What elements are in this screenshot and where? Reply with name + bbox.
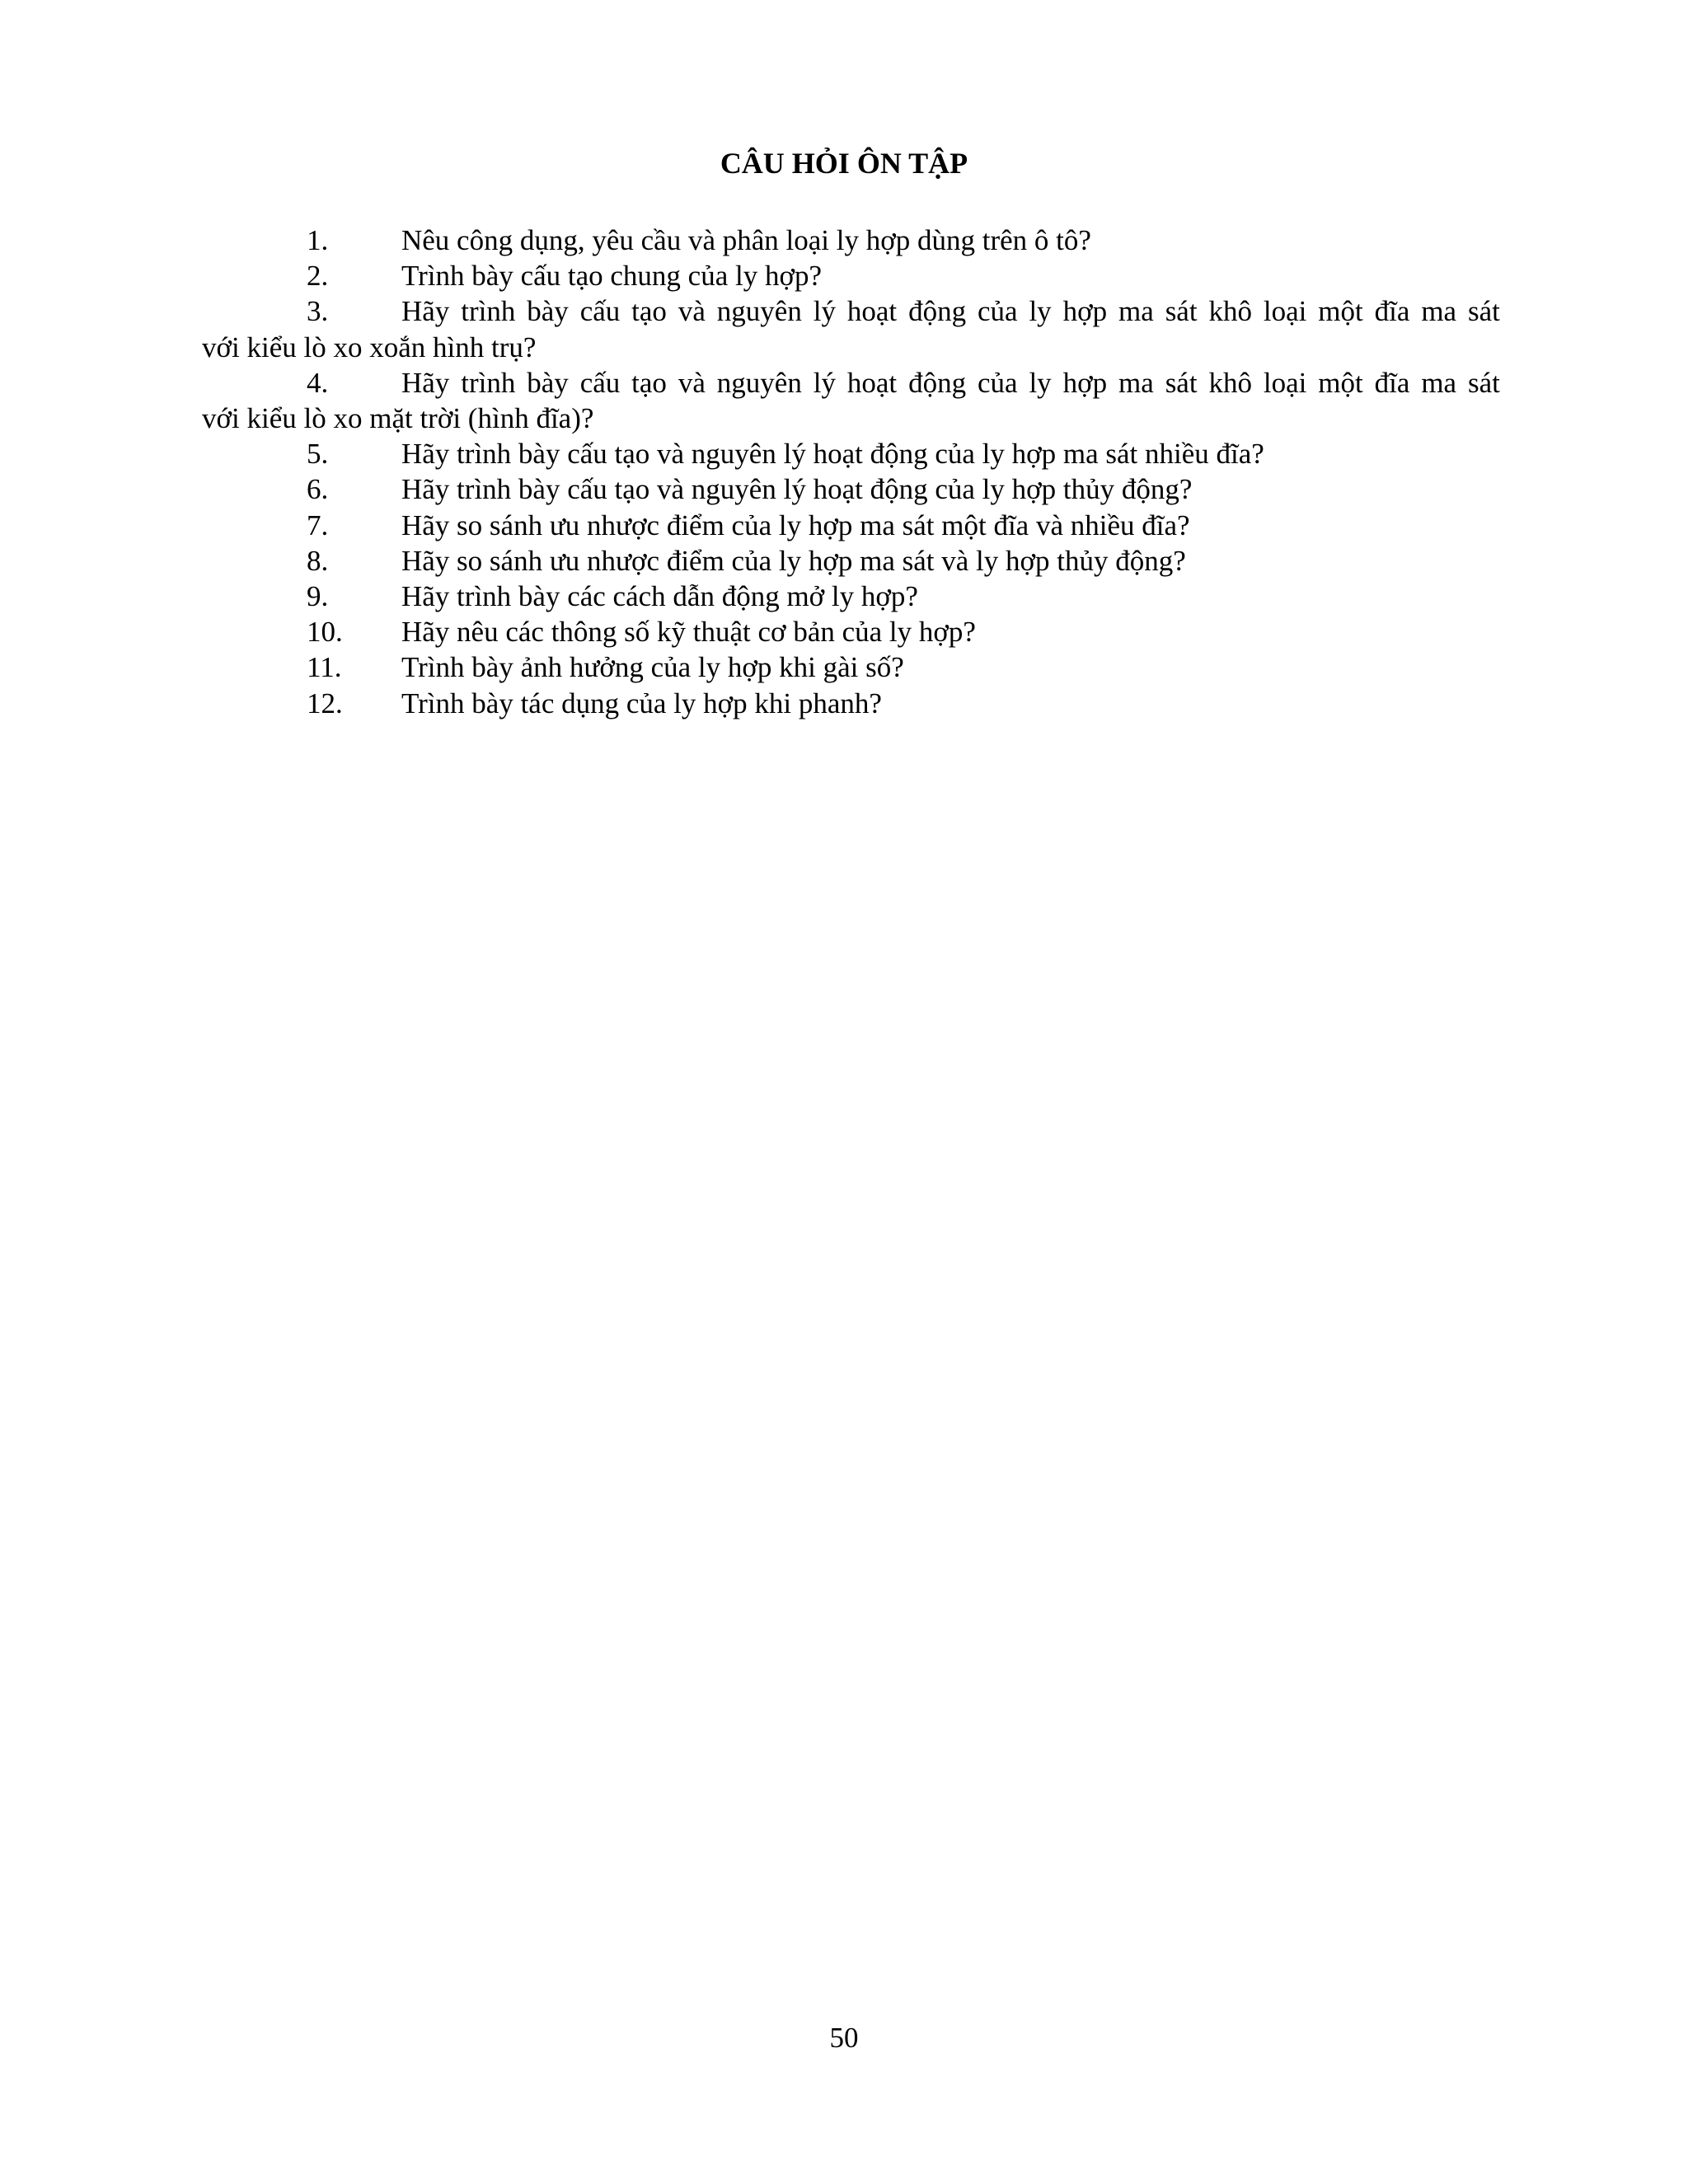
question-number: 7.	[307, 509, 329, 541]
word: hoạt	[846, 366, 898, 399]
question-list	[202, 223, 1500, 721]
question-number: 9.	[307, 580, 329, 613]
word: của	[977, 295, 1018, 328]
question-text: Hãy trình bày cấu tạo và nguyên lý hoạt động của ly hợp thủy động?	[401, 473, 1193, 506]
word: lý	[813, 295, 836, 328]
word: Hãy	[401, 295, 450, 328]
question-number: 8.	[307, 544, 329, 577]
word: một	[1318, 366, 1363, 399]
question-line	[202, 579, 1500, 614]
question-text: Trình bày ảnh hưởng của ly hợp khi gài số?	[401, 651, 904, 684]
word: ma	[1421, 366, 1457, 399]
word: cấu	[579, 366, 621, 399]
question-text: Hãy trình bày các cách dẫn động mở ly hợp?	[401, 580, 918, 613]
question-text: Hãy so sánh ưu nhược điểm của ly hợp ma sát một đĩa và nhiều đĩa?	[401, 509, 1190, 541]
word: động	[908, 295, 967, 328]
word: sát	[1467, 295, 1500, 328]
word: và	[678, 295, 706, 328]
question-line	[202, 365, 1500, 401]
question-line	[202, 649, 1500, 685]
question-item	[202, 471, 1500, 507]
question-number: 5.	[307, 438, 329, 471]
question-continuation-line	[202, 401, 1500, 436]
question-number: 10.	[307, 616, 343, 649]
word: tạo	[631, 366, 667, 399]
word: khô	[1208, 295, 1252, 328]
question-line	[202, 223, 1500, 258]
word: tạo	[631, 295, 667, 328]
word: sát	[1165, 366, 1198, 399]
question-number: 4.	[307, 366, 329, 399]
word: sát	[1467, 366, 1500, 399]
word: của	[977, 366, 1018, 399]
question-item	[202, 293, 1500, 364]
question-item	[202, 258, 1500, 293]
question-item	[202, 579, 1500, 614]
question-text: Nêu công dụng, yêu cầu và phân loại ly hợp dùng trên ô tô?	[401, 224, 1091, 256]
question-line	[202, 471, 1500, 507]
word: bày	[527, 366, 569, 399]
question-number: 12.	[307, 687, 343, 719]
question-item	[202, 614, 1500, 649]
question-item	[202, 223, 1500, 258]
word: đĩa	[1374, 295, 1410, 328]
question-line	[202, 614, 1500, 649]
word: lý	[813, 366, 836, 399]
word: ma	[1118, 295, 1154, 328]
word: đĩa	[1374, 366, 1410, 399]
question-text: Hãy so sánh ưu nhược điểm của ly hợp ma sát và ly hợp thủy động?	[401, 544, 1186, 577]
page-number: 50	[829, 2022, 859, 2054]
question-number: 6.	[307, 473, 329, 506]
question-text	[401, 293, 1500, 329]
page-title: CÂU HỎI ÔN TẬP	[720, 147, 968, 180]
word: loại	[1263, 366, 1307, 399]
question-number: 11.	[307, 651, 342, 684]
question-text	[401, 365, 1500, 401]
word: trình	[461, 366, 516, 399]
word: và	[678, 366, 706, 399]
question-text: với kiểu lò xo mặt trời (hình đĩa)?	[202, 402, 594, 435]
question-number: 1.	[307, 224, 329, 256]
question-text: Hãy nêu các thông số kỹ thuật cơ bản của ly hợp?	[401, 616, 976, 649]
question-item	[202, 436, 1500, 471]
question-text: Hãy trình bày cấu tạo và nguyên lý hoạt động của ly hợp ma sát nhiều đĩa?	[401, 438, 1264, 471]
question-text: Trình bày cấu tạo chung của ly hợp?	[401, 260, 823, 293]
word: trình	[461, 295, 516, 328]
question-item	[202, 686, 1500, 721]
question-line	[202, 293, 1500, 329]
word: ly	[1029, 366, 1052, 399]
word: Hãy	[401, 366, 450, 399]
word: sát	[1165, 295, 1198, 328]
question-item	[202, 365, 1500, 436]
word: nguyên	[716, 366, 802, 399]
question-line	[202, 543, 1500, 579]
word: loại	[1263, 295, 1307, 328]
question-text: Trình bày tác dụng của ly hợp khi phanh?	[401, 687, 882, 719]
word: hợp	[1062, 295, 1108, 328]
word: hoạt	[846, 295, 898, 328]
word: bày	[527, 295, 569, 328]
word: hợp	[1062, 366, 1108, 399]
word: một	[1318, 295, 1363, 328]
word: ly	[1029, 295, 1052, 328]
question-item	[202, 649, 1500, 685]
question-line	[202, 436, 1500, 471]
word: ma	[1118, 366, 1154, 399]
word: nguyên	[716, 295, 802, 328]
question-item	[202, 543, 1500, 579]
question-number: 2.	[307, 260, 329, 293]
word: cấu	[579, 295, 621, 328]
word: khô	[1208, 366, 1252, 399]
question-text: với kiểu lò xo xoắn hình trụ?	[202, 330, 537, 363]
word: động	[908, 366, 967, 399]
word: ma	[1421, 295, 1457, 328]
question-continuation-line	[202, 330, 1500, 365]
question-line	[202, 258, 1500, 293]
question-item	[202, 508, 1500, 543]
question-line	[202, 686, 1500, 721]
question-number: 3.	[307, 295, 329, 328]
question-line	[202, 508, 1500, 543]
